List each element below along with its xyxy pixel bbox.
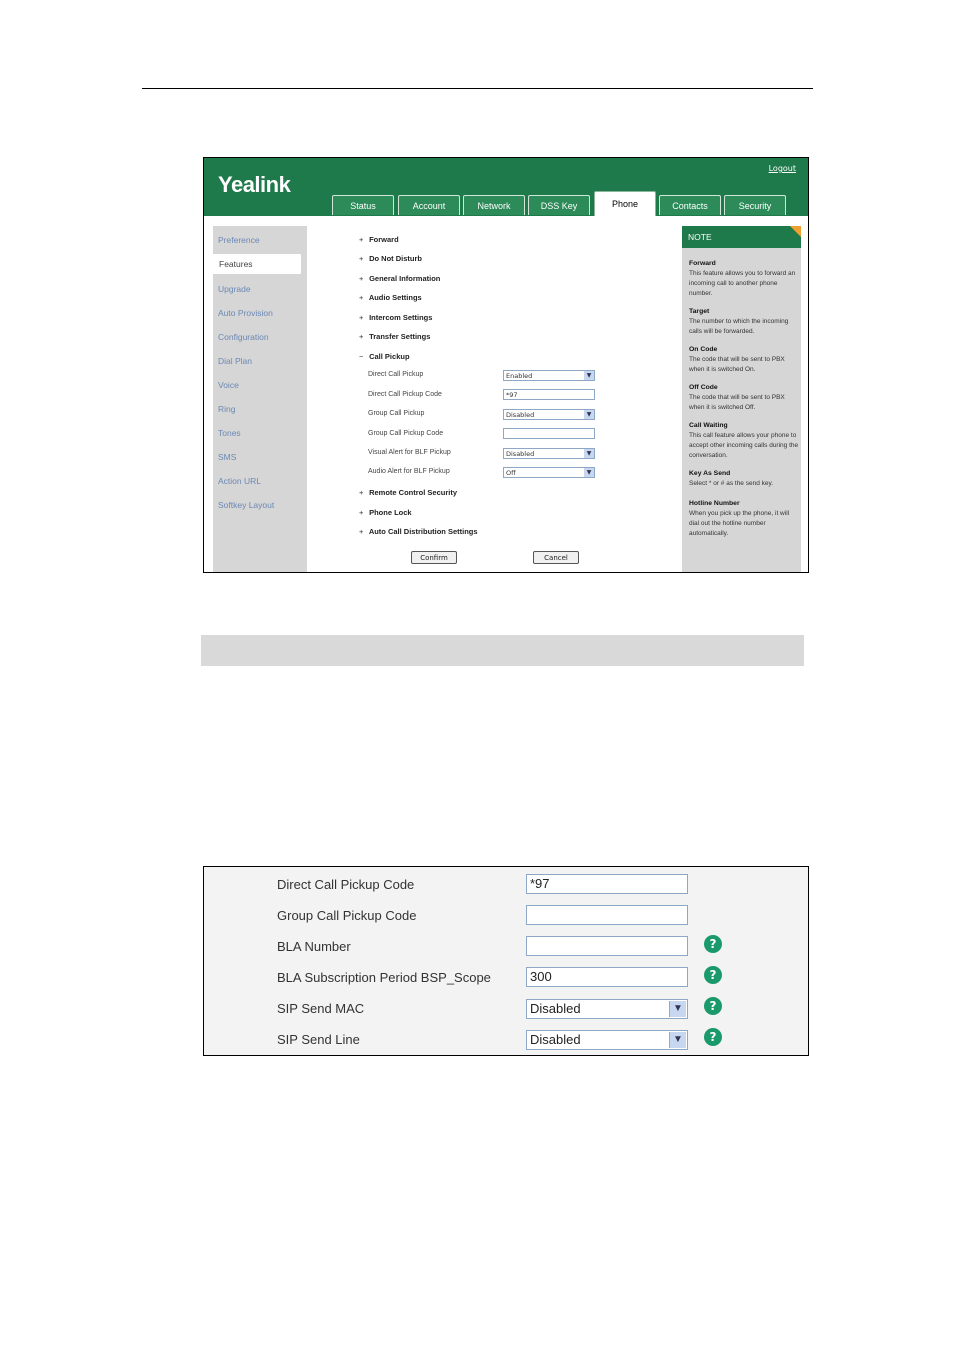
nav-item-tones[interactable]: Tones (218, 428, 241, 438)
expand-icon: + (359, 274, 364, 283)
label-sip-send-mac: SIP Send MAC (277, 1001, 365, 1016)
left-nav (213, 226, 307, 572)
expand-icon: + (359, 293, 364, 302)
expand-icon: + (359, 235, 364, 244)
chevron-down-icon: ▼ (584, 449, 594, 458)
help-icon[interactable]: ? (704, 997, 722, 1015)
sip-send-mac-select[interactable]: Disabled ▼ (526, 999, 688, 1019)
note-title: NOTE (682, 226, 801, 248)
note-item-text: Select * or # as the send key. (689, 480, 774, 487)
expand-icon: + (359, 254, 364, 263)
tab-phone[interactable]: Phone (594, 191, 656, 216)
expand-icon: + (359, 332, 364, 341)
collapse-icon: − (359, 352, 364, 361)
header-bar (204, 158, 808, 216)
section-phone-lock[interactable]: + Phone Lock (359, 508, 412, 517)
direct-call-pickup-code-input[interactable]: *97 (503, 389, 595, 400)
field-label-group-call-pickup: Group Call Pickup (368, 410, 425, 417)
section-intercom-settings[interactable]: + Intercom Settings (359, 313, 433, 322)
page-header-rule (142, 88, 813, 89)
chevron-down-icon: ▼ (669, 1032, 686, 1048)
help-icon[interactable]: ? (704, 1028, 722, 1046)
section-remote-control-security[interactable]: + Remote Control Security (359, 488, 458, 497)
direct-call-pickup-select[interactable]: Enabled ▼ (503, 370, 595, 381)
nav-item-dial-plan[interactable]: Dial Plan (218, 356, 253, 366)
yealink-logo: Yealink (218, 172, 291, 197)
note-item-title: Call Waiting (689, 422, 728, 429)
section-call-pickup[interactable]: − Call Pickup (359, 352, 410, 361)
section-transfer-settings[interactable]: + Transfer Settings (359, 332, 431, 341)
note-item-title: Target (689, 308, 710, 315)
expand-icon: + (359, 508, 364, 517)
note-item-title: Forward (689, 260, 716, 267)
bla-subscription-period-input[interactable]: 300 (526, 967, 688, 987)
chevron-down-icon: ▼ (669, 1001, 686, 1017)
chevron-down-icon: ▼ (584, 468, 594, 477)
web-ui-screenshot-features (203, 157, 809, 573)
nav-item-ring[interactable]: Ring (218, 404, 236, 414)
label-bla-number: BLA Number (277, 939, 351, 954)
label-direct-call-pickup-code: Direct Call Pickup Code (277, 877, 415, 892)
expand-icon: + (359, 488, 364, 497)
label-group-call-pickup-code: Group Call Pickup Code (277, 908, 417, 923)
expand-icon: + (359, 313, 364, 322)
note-item-title: On Code (689, 346, 718, 353)
note-item-text: The number to which the incoming calls will be forwarded. (689, 318, 789, 335)
nav-item-softkey-layout[interactable]: Softkey Layout (218, 500, 275, 510)
field-label-direct-call-pickup-code: Direct Call Pickup Code (368, 391, 442, 398)
note-item-text: When you pick up the phone, it will dial out the hotline number automatically. (689, 510, 790, 537)
note-corner-icon (790, 226, 801, 237)
label-sip-send-line: SIP Send Line (277, 1032, 360, 1047)
nav-item-action-url[interactable]: Action URL (218, 476, 261, 486)
chevron-down-icon: ▼ (584, 410, 594, 419)
tab-status[interactable]: Status (332, 195, 394, 215)
note-item-text: The code that will be sent to PBX when it is switched Off. (689, 394, 785, 411)
note-panel (682, 226, 801, 572)
help-icon[interactable]: ? (704, 935, 722, 953)
nav-item-features[interactable]: Features (213, 254, 301, 274)
direct-call-pickup-code-input[interactable]: *97 (526, 874, 688, 894)
group-call-pickup-code-input[interactable] (526, 905, 688, 925)
field-label-direct-call-pickup: Direct Call Pickup (368, 371, 424, 378)
visual-alert-blf-select[interactable]: Disabled ▼ (503, 448, 595, 459)
section-general-information[interactable]: + General Information (359, 274, 441, 283)
section-do-not-disturb[interactable]: + Do Not Disturb (359, 254, 423, 263)
tab-network[interactable]: Network (463, 195, 525, 215)
section-audio-settings[interactable]: + Audio Settings (359, 293, 422, 302)
note-item-text: The code that will be sent to PBX when it is switched On. (689, 356, 785, 373)
note-item-title: Off Code (689, 384, 718, 391)
group-call-pickup-code-input[interactable] (503, 428, 595, 439)
bla-number-input[interactable] (526, 936, 688, 956)
nav-item-sms[interactable]: SMS (218, 452, 237, 462)
sip-send-line-select[interactable]: Disabled ▼ (526, 1030, 688, 1050)
tab-security[interactable]: Security (724, 195, 786, 215)
tab-account[interactable]: Account (398, 195, 460, 215)
tab-contacts[interactable]: Contacts (659, 195, 721, 215)
nav-item-preference[interactable]: Preference (218, 235, 260, 245)
gray-banner (201, 635, 804, 666)
expand-icon: + (359, 527, 364, 536)
nav-item-configuration[interactable]: Configuration (218, 332, 269, 342)
section-auto-call-distribution[interactable]: + Auto Call Distribution Settings (359, 527, 478, 536)
nav-item-upgrade[interactable]: Upgrade (218, 284, 251, 294)
note-item-title: Hotline Number (689, 500, 740, 507)
help-icon[interactable]: ? (704, 966, 722, 984)
field-label-visual-alert-blf: Visual Alert for BLF Pickup (368, 449, 451, 456)
note-item-text: This call feature allows your phone to accept other incoming calls during the conversation. (689, 432, 799, 459)
logout-link[interactable]: Logout (768, 164, 796, 173)
cancel-button[interactable]: Cancel (533, 551, 579, 564)
nav-item-voice[interactable]: Voice (218, 380, 239, 390)
field-label-audio-alert-blf: Audio Alert for BLF Pickup (368, 468, 450, 475)
group-call-pickup-select[interactable]: Disabled ▼ (503, 409, 595, 420)
web-ui-screenshot-bla (203, 866, 809, 1056)
label-bla-subscription-period: BLA Subscription Period BSP_Scope (277, 970, 491, 985)
audio-alert-blf-select[interactable]: Off ▼ (503, 467, 595, 478)
note-item-text: This feature allows you to forward an incoming call to another phone number. (689, 270, 796, 297)
nav-item-auto-provision[interactable]: Auto Provision (218, 308, 273, 318)
section-forward[interactable]: + Forward (359, 235, 399, 244)
field-label-group-call-pickup-code: Group Call Pickup Code (368, 430, 444, 437)
confirm-button[interactable]: Confirm (411, 551, 457, 564)
note-item-title: Key As Send (689, 470, 731, 477)
tab-dss-key[interactable]: DSS Key (528, 195, 590, 215)
chevron-down-icon: ▼ (584, 371, 594, 380)
